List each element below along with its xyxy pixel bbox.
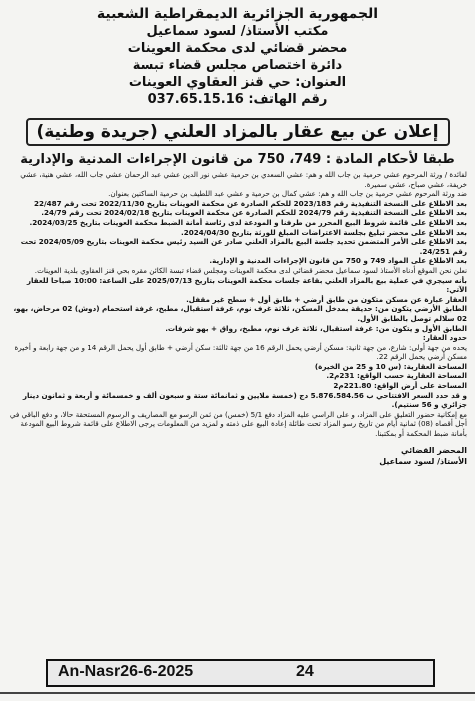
body-paragraph: المساحة على أرض الواقع: 221.80م2 (333, 381, 467, 391)
notice-title: إعلان عن بيع عقار بالمزاد العلني (جريدة وطنية) (26, 118, 450, 146)
legal-notice (8, 6, 467, 652)
body-paragraph: المساحة العقارية حسب الواقع: 231م2. (326, 371, 467, 381)
notice-body (8, 170, 467, 439)
body-paragraph: ضد ورثة المرحوم عشي حرمية بن جاب الله و هم: عشي كمال بن حرمية و عشي عبد اللطيف بن حرمية الساكنين بعنوان. (108, 189, 467, 199)
body-paragraph: نعلن نحن الموقع أدناه الأستاذ لسود سماعيل محضر قضائي لدى محكمة العوينات ومجلس قضاء تبسة الكائن مقره بحي قنز العقاوي بلدية العوينات. (34, 265, 467, 275)
body-paragraph: الطابق الأرضي يتكون من: حديقة بمدخل المسكن، ثلاثة غرف نوم، غرفة استقبال، مطبخ، غرفة استحمام (دوش) 02 مرحاض، بهو، 02 سلالم توصل بالطابق الأول. (13, 304, 467, 323)
body-paragraph: بعد الاطلاع على محضر تبليغ بجلسة الاعتراضات المبلغ للورثة بتاريخ 2024/04/30. (181, 227, 467, 237)
signature-role: المحضر القضائي (400, 445, 467, 455)
body-paragraph: المساحة العقارية: (س 10 و 25 من الخيرة) (314, 361, 467, 371)
header-phone: رقم الهاتف: 037.65.15.16 (147, 92, 328, 107)
body-paragraph: يحده من جهة أولى: شارع، من جهة ثانية: مسكن أرضي يحمل الرقم 16 من جهة ثالثة: سكن أرضي + طابق أول يحمل الرقم 14 و من جهة رابعة و أخيرة مسكن أرضي يحمل الرقم 22. (14, 342, 467, 362)
publication-reference: An-Nasr26-6-2025 (58, 663, 194, 680)
page-footer (46, 659, 435, 687)
body-paragraph: بعد الاطلاع على النسخة التنفيذية رقم 2024/79 للحكم الصادرة عن محكمة العوينات بتاريخ 2024/02/18 تحت رقم 24/79. (41, 208, 467, 218)
body-paragraph: العقار عبارة عن مسكن متكون من طابق أرضي + طابق أول + سطح غير مقفل. (186, 294, 467, 304)
body-paragraph: حدود العقار: (422, 333, 467, 343)
body-paragraph: بأنه سيجري في عملية بيع بالمزاد العلني بقاعة جلسات محكمة العوينات بتاريخ 2025/07/13 على الساعة: 10:00 صباحا للعقار الآتي: (26, 275, 467, 295)
notice-header (8, 6, 467, 108)
header-line-4: دائرة اختصاص مجلس قضاء تبسة (132, 58, 343, 73)
body-paragraph: لفائدة / ورثة المرحوم عشي حرمية بن جاب الله و هم: عشي السعدي بن حرمية عشي نور الدين عشي عبد الرحمان عشي جاب الله، عشي هنية، عشي خريفة، عشي صباح، عشي سميرة. (20, 170, 467, 189)
header-line-3: محضر قضائي لدى محكمة العوينات (127, 41, 348, 56)
page-number: 24 (296, 663, 314, 680)
header-line-5: العنوان: حي قنز العقاوي العوينات (128, 75, 347, 90)
notice-subtitle: طبقا لأحكام المادة : 749، 750 من قانون الإجراءات المدنية والإدارية (20, 152, 455, 167)
body-paragraph: بعد الاطلاع على المواد 749 و 750 من قانون الإجراءات المدنية و الإدارية. (209, 256, 467, 266)
body-paragraph: بعد الاطلاع على الأمر المتضمن تحديد جلسة البيع بالمزاد العلني صادر عن السيد رئيس محكمة العوينات بتاريخ 2024/05/09 تحت رقم 24/251. (20, 237, 467, 256)
bottom-divider (0, 692, 475, 694)
signature-block (8, 445, 467, 467)
body-paragraph: و قد حدد السعر الافتتاحي ب 5.876.584.56 دج (خمسة ملايين و ثمانمائة ستة و سبعون ألف و خمسمائة و أربعة و ثمانون دينار جزائري و 56 سنتيم). (22, 390, 467, 410)
body-paragraph: الطابق الأول و يتكون من: غرفة استقبال، ثلاثة غرف نوم، مطبخ، رواق + بهو شرفات. (165, 323, 467, 333)
body-paragraph: مع إمكانية حضور التعليق على المزاد، و على الراسي عليه المزاد دفع 5/1 (خمس) من ثمن الرسو مع المصاريف و الرسوم المستحقة حالا، و دفع الباقي في أجل أقصاه (08) ثمانية أيام من تاريخ رسو المزاد تحت طائلة إعادة البيع على ذمته و لمزيد من المعلومات يرجى الاطلاع على قائمة شروط البيع المودعة بأمانة ضبط المحكمة أو بمكتبنا. (9, 409, 467, 439)
body-paragraph: بعد الاطلاع على النسخة التنفيذية رقم 2023/183 للحكم الصادرة عن محكمة العوينات بتاريخ 2022/11/30 تحت رقم 22/487 (34, 198, 467, 208)
body-paragraph: بعد الاطلاع على قائمة شروط البيع المحرر من طرفنا و المودعة لدى رئاسة أمانة الضبط محكمة العوينات بتاريخ 2024/03/25. (29, 217, 467, 227)
header-line-1: الجمهورية الجزائرية الديمقراطية الشعبية (96, 6, 379, 22)
header-line-2: مكتب الأستاذ/ لسود سماعيل (146, 24, 329, 39)
signature-name: الأستاذ/ لسود سماعيل (379, 456, 467, 466)
